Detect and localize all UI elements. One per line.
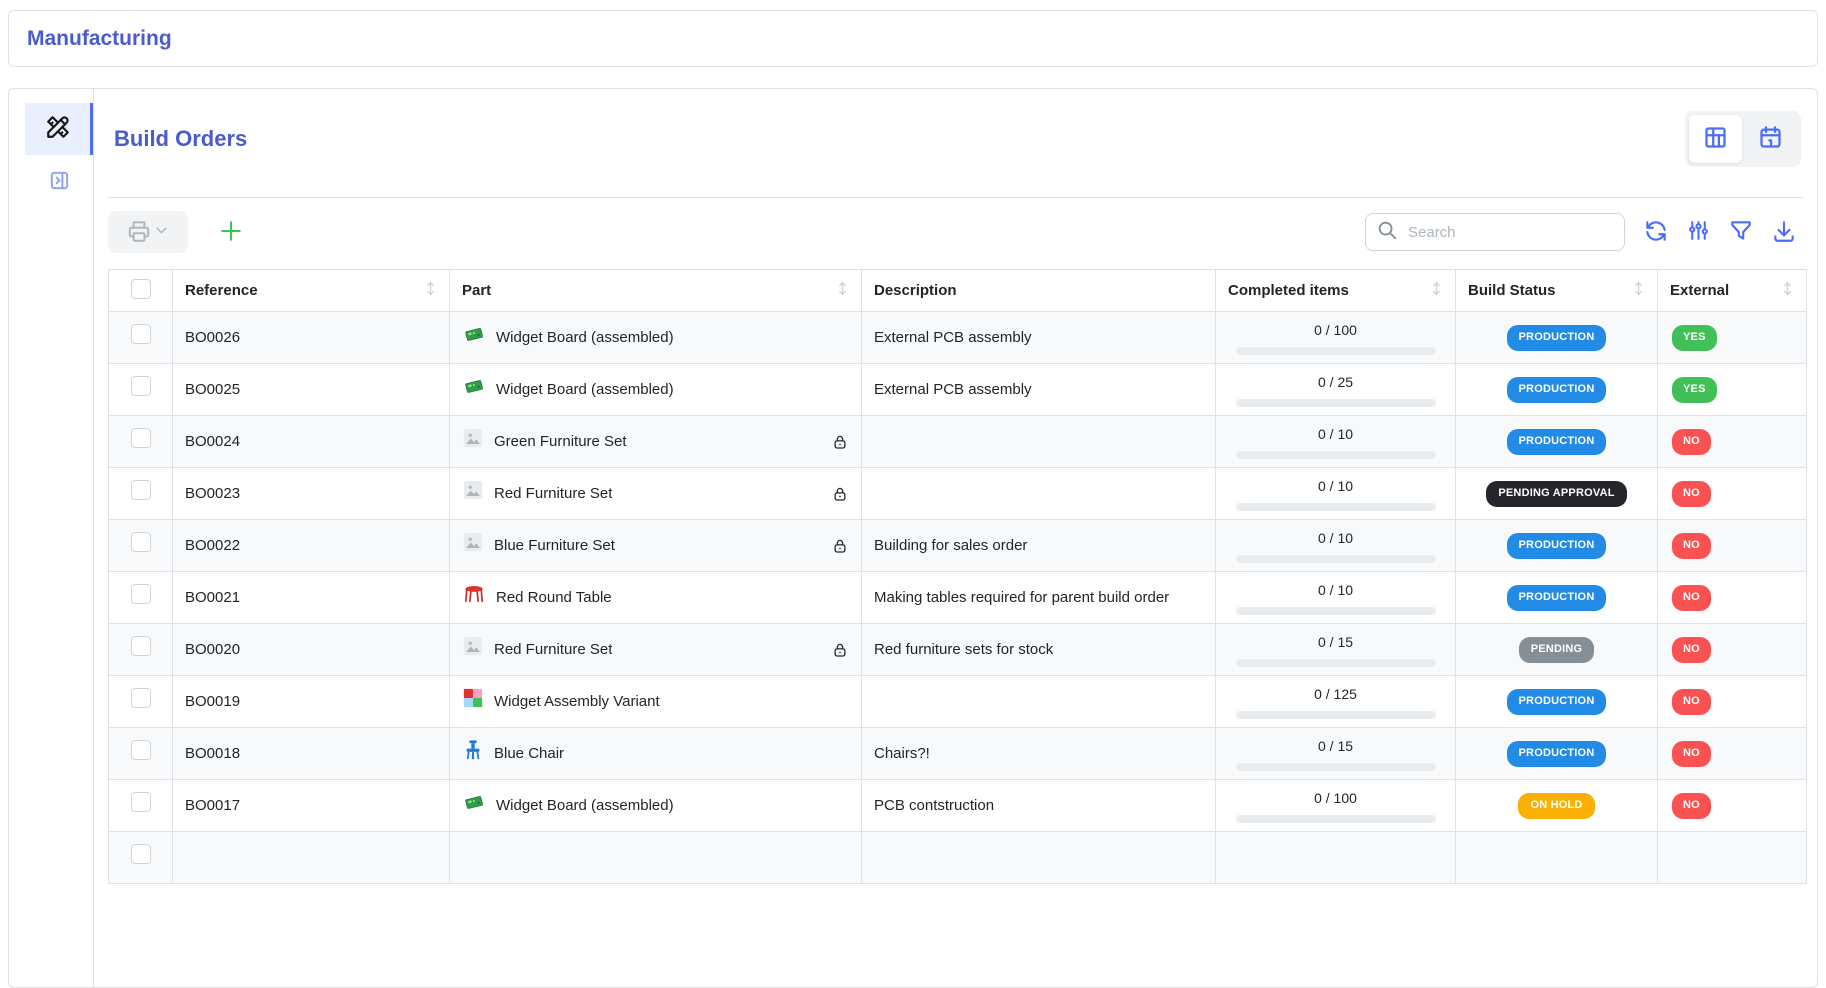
description-cell: Building for sales order (862, 520, 1216, 572)
printer-icon (126, 218, 152, 247)
description-cell: Red furniture sets for stock (862, 624, 1216, 676)
table-row[interactable] (109, 832, 1807, 884)
build-status-cell (1456, 468, 1658, 520)
completed-items-cell: 0 / 10 (1216, 416, 1456, 468)
external-cell (1658, 312, 1807, 364)
adjustments-button[interactable] (1686, 218, 1711, 246)
reference-cell: BO0018 (173, 728, 450, 780)
status-badge: PRODUCTION (1507, 377, 1607, 402)
build-status-cell (1456, 572, 1658, 624)
external-cell (1658, 624, 1807, 676)
column-header[interactable]: Description (862, 270, 1216, 312)
external-badge: NO (1672, 585, 1711, 610)
green-pcb-thumbnail (462, 375, 486, 404)
part-cell: Green Furniture Set (450, 416, 862, 468)
description-cell (862, 832, 1216, 884)
completed-items-cell: 0 / 10 (1216, 468, 1456, 520)
external-cell (1658, 520, 1807, 572)
add-build-order-button[interactable] (210, 215, 252, 250)
build-status-cell (1456, 416, 1658, 468)
completed-items-cell: 0 / 25 (1216, 364, 1456, 416)
external-badge: NO (1672, 429, 1711, 454)
reference-cell: BO0026 (173, 312, 450, 364)
icon-sidebar (9, 89, 94, 987)
sidebar-expand-button[interactable] (25, 163, 93, 203)
calendar-icon (1757, 124, 1784, 154)
description-cell: External PCB assembly (862, 364, 1216, 416)
build-status-cell (1456, 676, 1658, 728)
external-cell (1658, 676, 1807, 728)
description-cell (862, 468, 1216, 520)
completed-items-cell: 0 / 100 (1216, 780, 1456, 832)
part-cell: Widget Board (assembled) (450, 780, 862, 832)
progress-bar (1236, 555, 1436, 563)
image-placeholder-thumbnail (462, 479, 484, 508)
build-status-cell (1456, 364, 1658, 416)
calendar-view-button[interactable] (1744, 115, 1797, 163)
external-cell (1658, 728, 1807, 780)
external-cell (1658, 468, 1807, 520)
description-cell (862, 676, 1216, 728)
search-icon (1376, 219, 1398, 246)
column-header[interactable]: Build Status (1456, 270, 1658, 312)
external-cell (1658, 364, 1807, 416)
sort-icon[interactable] (1430, 281, 1443, 300)
progress-bar (1236, 451, 1436, 459)
content-card (8, 88, 1818, 988)
build-status-cell (1456, 520, 1658, 572)
table-row[interactable] (109, 624, 1807, 676)
progress-bar (1236, 347, 1436, 355)
main-panel (94, 89, 1817, 987)
table-view-button[interactable] (1689, 115, 1742, 163)
row-checkbox[interactable] (131, 792, 151, 812)
image-placeholder-thumbnail (462, 427, 484, 456)
reference-cell: BO0021 (173, 572, 450, 624)
red-table-thumbnail (462, 583, 486, 612)
blue-chair-thumbnail (462, 739, 484, 768)
image-placeholder-thumbnail (462, 635, 484, 664)
part-cell: Red Furniture Set (450, 468, 862, 520)
status-badge: PENDING (1519, 637, 1595, 662)
column-header[interactable]: External (1658, 270, 1807, 312)
green-pcb-thumbnail (462, 323, 486, 352)
reference-cell: BO0024 (173, 416, 450, 468)
print-button[interactable] (108, 211, 188, 253)
status-badge: PRODUCTION (1507, 325, 1607, 350)
completed-items-cell: 0 / 10 (1216, 520, 1456, 572)
part-cell: Widget Assembly Variant (450, 676, 862, 728)
page-title: Build Orders (114, 126, 248, 151)
panel-right-icon (48, 169, 71, 197)
column-header[interactable]: Completed items (1216, 270, 1456, 312)
lock-icon (831, 432, 849, 452)
build-status-cell (1456, 312, 1658, 364)
row-checkbox[interactable] (131, 584, 151, 604)
progress-bar (1236, 399, 1436, 407)
status-badge: PRODUCTION (1507, 533, 1607, 558)
filter-button[interactable] (1728, 218, 1754, 247)
column-header[interactable]: Part (450, 270, 862, 312)
reference-cell: BO0025 (173, 364, 450, 416)
table-header-row (109, 270, 1807, 312)
status-badge: PRODUCTION (1507, 429, 1607, 454)
part-cell: Red Furniture Set (450, 624, 862, 676)
completed-items-cell: 0 / 15 (1216, 624, 1456, 676)
part-cell: Blue Chair (450, 728, 862, 780)
external-badge: NO (1672, 533, 1711, 558)
row-checkbox[interactable] (131, 688, 151, 708)
completed-items-cell: 0 / 10 (1216, 572, 1456, 624)
build-status-cell (1456, 780, 1658, 832)
table-row[interactable] (109, 728, 1807, 780)
external-cell (1658, 780, 1807, 832)
status-badge: PRODUCTION (1507, 585, 1607, 610)
reference-cell (173, 832, 450, 884)
sort-icon[interactable] (1781, 281, 1794, 300)
description-cell: External PCB assembly (862, 312, 1216, 364)
external-badge: NO (1672, 741, 1711, 766)
status-badge: PENDING APPROVAL (1486, 481, 1626, 506)
external-badge: YES (1672, 325, 1717, 350)
plus-icon (216, 216, 246, 249)
table-row[interactable] (109, 572, 1807, 624)
grid-icon (1702, 124, 1729, 154)
tools-icon (45, 114, 71, 145)
part-cell: Red Round Table (450, 572, 862, 624)
column-header[interactable]: Reference (173, 270, 450, 312)
part-cell: Widget Board (assembled) (450, 312, 862, 364)
download-icon (1771, 218, 1797, 247)
lock-icon (831, 536, 849, 556)
row-checkbox[interactable] (131, 844, 151, 864)
build-orders-table (108, 269, 1807, 884)
external-badge: NO (1672, 637, 1711, 662)
progress-bar (1236, 763, 1436, 771)
part-cell (450, 832, 862, 884)
table-row[interactable] (109, 520, 1807, 572)
external-badge: NO (1672, 481, 1711, 506)
search-input[interactable] (1406, 223, 1614, 242)
progress-bar (1236, 711, 1436, 719)
completed-items-cell: 0 / 15 (1216, 728, 1456, 780)
completed-items-cell: 0 / 125 (1216, 676, 1456, 728)
table-row[interactable] (109, 780, 1807, 832)
completed-items-cell: 0 / 100 (1216, 312, 1456, 364)
progress-bar (1236, 815, 1436, 823)
external-cell (1658, 572, 1807, 624)
description-cell: Chairs?! (862, 728, 1216, 780)
status-badge: ON HOLD (1518, 793, 1594, 818)
green-pcb-thumbnail (462, 791, 486, 820)
app-title: Manufacturing (27, 26, 172, 50)
description-cell: Making tables required for parent build order (862, 572, 1216, 624)
chevron-down-icon (153, 222, 170, 242)
table-actions (1643, 218, 1797, 247)
filter-icon (1728, 218, 1754, 247)
external-cell (1658, 832, 1807, 884)
build-status-cell (1456, 832, 1658, 884)
adjustments-icon (1686, 218, 1711, 246)
part-cell: Widget Board (assembled) (450, 364, 862, 416)
lock-icon (831, 484, 849, 504)
download-button[interactable] (1771, 218, 1797, 247)
reference-cell: BO0022 (173, 520, 450, 572)
select-all-checkbox[interactable] (131, 279, 151, 299)
progress-bar (1236, 607, 1436, 615)
reference-cell: BO0017 (173, 780, 450, 832)
table-row[interactable] (109, 364, 1807, 416)
build-orders-table-wrap (108, 269, 1803, 884)
row-checkbox[interactable] (131, 636, 151, 656)
row-checkbox[interactable] (131, 324, 151, 344)
row-checkbox[interactable] (131, 376, 151, 396)
reference-cell: BO0019 (173, 676, 450, 728)
external-badge: NO (1672, 689, 1711, 714)
status-badge: PRODUCTION (1507, 689, 1607, 714)
quad-variant-thumbnail (462, 687, 484, 716)
description-cell: PCB contstruction (862, 780, 1216, 832)
build-status-cell (1456, 624, 1658, 676)
table-toolbar (108, 211, 1803, 253)
row-checkbox[interactable] (131, 740, 151, 760)
progress-bar (1236, 503, 1436, 511)
external-cell (1658, 416, 1807, 468)
status-badge: PRODUCTION (1507, 741, 1607, 766)
reference-cell: BO0020 (173, 624, 450, 676)
refresh-button[interactable] (1643, 218, 1669, 247)
part-cell: Blue Furniture Set (450, 520, 862, 572)
search-box (1365, 213, 1625, 251)
table-row[interactable] (109, 312, 1807, 364)
image-placeholder-thumbnail (462, 531, 484, 560)
external-badge: NO (1672, 793, 1711, 818)
table-row[interactable] (109, 416, 1807, 468)
app-header (8, 10, 1818, 67)
progress-bar (1236, 659, 1436, 667)
row-checkbox[interactable] (131, 532, 151, 552)
sort-icon[interactable] (836, 281, 849, 300)
sort-icon[interactable] (424, 281, 437, 300)
reference-cell: BO0023 (173, 468, 450, 520)
lock-icon (831, 640, 849, 660)
external-badge: YES (1672, 377, 1717, 402)
sidebar-item-build-orders[interactable] (25, 103, 93, 155)
build-status-cell (1456, 728, 1658, 780)
sort-icon[interactable] (1632, 281, 1645, 300)
completed-items-cell (1216, 832, 1456, 884)
table-row[interactable] (109, 676, 1807, 728)
description-cell (862, 416, 1216, 468)
row-checkbox[interactable] (131, 428, 151, 448)
table-row[interactable] (109, 468, 1807, 520)
view-toggle (1685, 111, 1801, 167)
row-checkbox[interactable] (131, 480, 151, 500)
section-divider (108, 197, 1803, 198)
refresh-icon (1643, 218, 1669, 247)
